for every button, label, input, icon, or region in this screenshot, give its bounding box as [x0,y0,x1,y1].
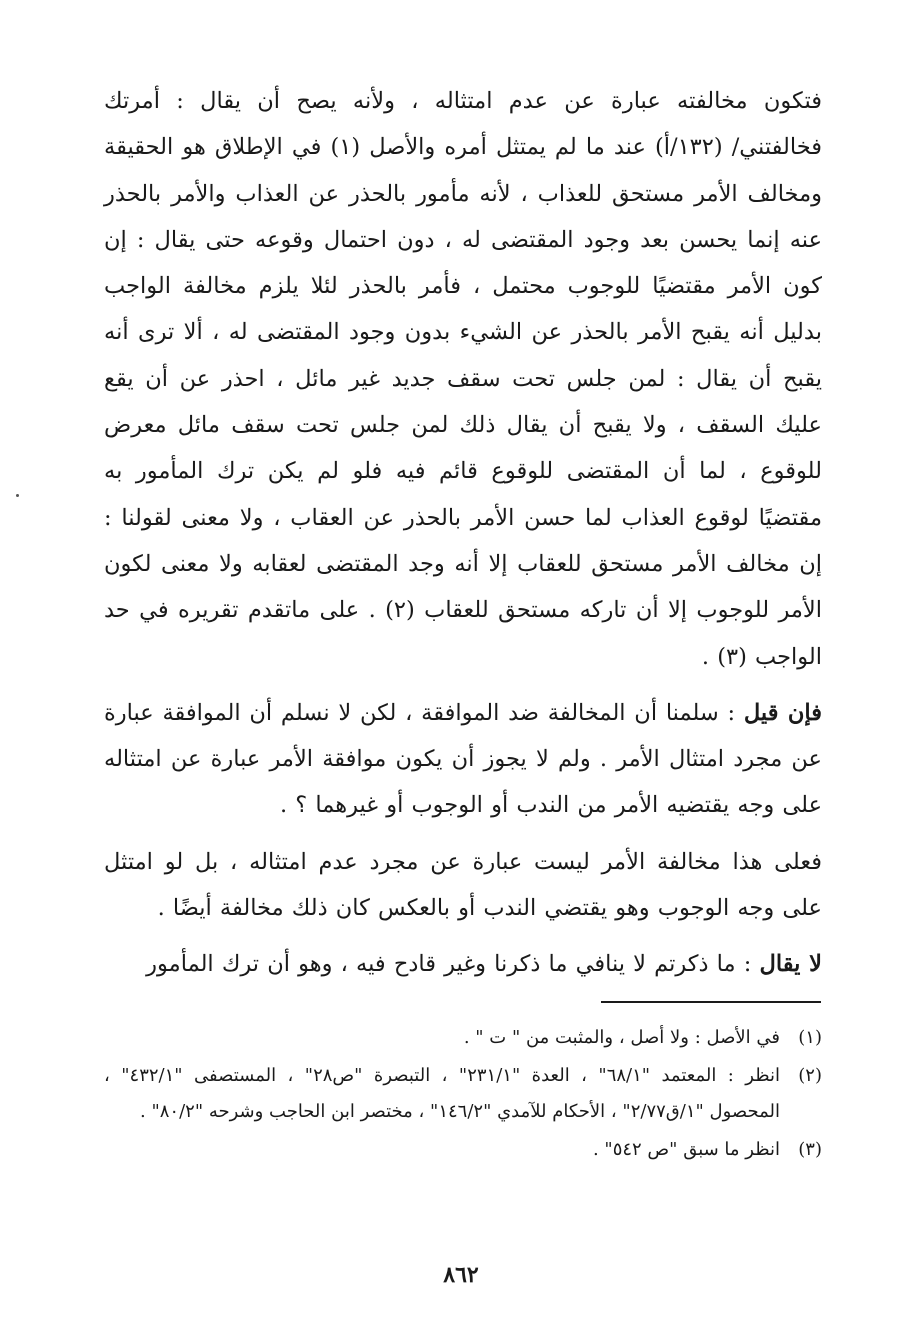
reply-lead: لا يقال [759,951,822,978]
footnote-text: في الأصل : ولا أصل ، والمثبت من " ت " . [463,1027,780,1048]
paragraph-3-text: فعلى هذا مخالفة الأمر ليست عبارة عن مجرد عدم امتثاله ، بل لو امتثل على وجه الوجوب وهو يقتضي الندب أو بالعكس كان ذلك مخالفة أيضًا . [104,848,822,922]
paragraph-4 [104,941,822,987]
objection-lead: فإن قيل [743,699,823,726]
paragraph-1 [104,78,822,680]
footnote-3 [104,1132,822,1168]
footnote-text: انظر ما سبق "ص ٥٤٢" . [592,1139,780,1160]
footnote-separator [601,1001,821,1003]
footnote-text: انظر : المعتمد "٦٨/١" ، العدة "٢٣١/١" ، التبصرة "ص٢٨" ، المستصفى "٤٣٢/١" ، المحصول "١/ق٢/٧٧" ، الأحكام للآمدي "١٤٦/٢" ، مختصر ابن الحاجب وشرحه "٨٠/٢" . [104,1065,780,1122]
footnote-number: (١) [798,1027,822,1048]
footnote-1 [104,1020,822,1056]
footnote-2 [104,1058,822,1130]
paragraph-4-text: : ما ذكرتم لا ينافي ما ذكرنا وغير قادح فيه ، وهو أن ترك المأمور [146,951,752,978]
footnotes [104,1020,822,1170]
footnote-number: (٣) [798,1139,822,1160]
page-number: ٨٦٢ [443,1262,479,1288]
footnote-number: (٢) [798,1065,822,1086]
scan-speck [16,494,19,497]
paragraph-3 [104,839,822,932]
main-text [104,78,822,988]
paragraph-1-text: فتكون مخالفته عبارة عن عدم امتثاله ، ولأنه يصح أن يقال : أمرتك فخالفتني/ (١٣٢/أ) عند ما لم يمتثل أمره والأصل (١) في الإطلاق هو الحقيقة ومخالف الأمر مستحق للعذاب ، لأنه مأمور بالحذر عن العذاب والأمر بالحذر عنه إنما يحسن بعد وجود المقتضى له ، دون احتمال وقوعه حتى يقال : إن كون الأمر مقتضيًا للوجوب محتمل ، فأمر بالحذر لئلا يلزم مخالفة الواجب بدليل أنه يقبح الأمر بالحذر عن الشيء بدون وجود المقتضى له ، ألا ترى أنه يقبح أن يقال : لمن جلس تحت سقف جديد غير مائل ، احذر عن أن يقع عليك السقف ، ولا يقبح أن يقال ذلك لمن جلس تحت سقف مائل معرض للوقوع ، لما أن المقتضى للوقوع قائم فيه فلو لم يكن ترك المأمور به مقتضيًا لوقوع العذاب لما حسن الأمر بالحذر عن العقاب ، ولا معنى لقولنا : إن مخالف الأمر مستحق للعقاب إلا أنه وجد المقتضى لعقابه ولا معنى لكون الأمر للوجوب إلا أن تاركه مستحق للعقاب (٢) . على ماتقدم تقريره في حد الواجب (٣) . [104,88,823,670]
paragraph-2 [104,690,822,829]
paragraph-2-text: : سلمنا أن المخالفة ضد الموافقة ، لكن لا نسلم أن الموافقة عبارة عن مجرد امتثال الأمر . ولم لا يجوز أن يكون موافقة الأمر عبارة عن امتثاله على وجه يقتضيه الأمر من الندب أو الوجوب أو غيرهما ؟ . [104,699,822,819]
